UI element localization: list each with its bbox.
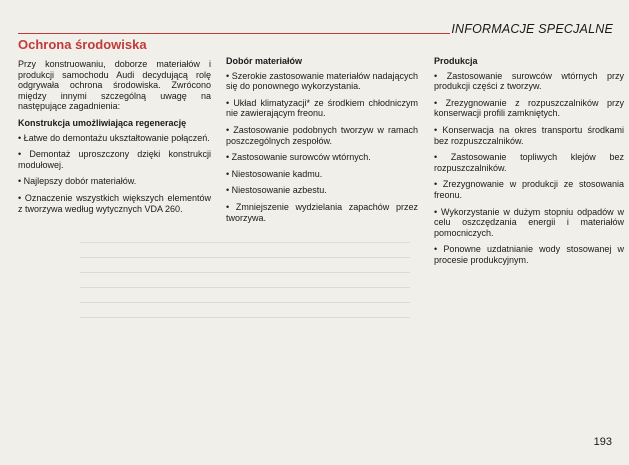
bullet-list (434, 71, 624, 266)
list-item: • Wykorzystanie w dużym stopniu odpadów w celu oszczędzania energii i materiałów pomocniczych. (434, 207, 624, 239)
list-item: • Zastosowanie topliwych klejów bez rozpuszczalników. (434, 152, 624, 173)
header-rule (18, 33, 450, 34)
column-middle (226, 56, 418, 229)
column-right (434, 56, 624, 272)
column-left (18, 59, 211, 220)
list-item: • Demontaż uproszczony dzięki konstrukcji modułowej. (18, 149, 211, 170)
column-heading: Dobór materiałów (226, 56, 303, 66)
column-heading: Konstrukcja umożliwiająca regenerację (18, 117, 187, 128)
list-item: • Niestosowanie kadmu. (226, 169, 418, 180)
list-item: • Zastosowanie surowców wtórnych. (226, 152, 418, 163)
bullet-list (18, 133, 211, 215)
list-item: • Najlepszy dobór materiałów. (18, 176, 211, 187)
column-heading: Produkcja (434, 56, 478, 66)
page-number: 193 (593, 436, 612, 448)
list-item: • Łatwe do demontażu ukształtowanie połączeń. (18, 133, 211, 144)
list-item: • Zmniejszenie wydzielania zapachów przez tworzywa. (226, 202, 418, 223)
bullet-list (226, 71, 418, 224)
list-item: • Konserwacja na okres transportu środkami bez rozpuszczalników. (434, 125, 624, 146)
show-through-table (80, 228, 410, 338)
list-item: • Układ klimatyzacji* ze środkiem chłodniczym nie zawierającym freonu. (226, 98, 418, 119)
list-item: • Zrezygnowanie z rozpuszczalników przy konserwacji profili zamkniętych. (434, 98, 624, 119)
list-item: • Oznaczenie wszystkich większych elementów z tworzywa według wytycznych VDA 260. (18, 193, 211, 214)
list-item: • Zastosowanie podobnych tworzyw w ramach poszczególnych zespołów. (226, 125, 418, 146)
list-item: • Zastosowanie surowców wtórnych przy produkcji części z tworzyw. (434, 71, 624, 92)
list-item: • Ponowne uzdatnianie wody stosowanej w procesie produkcyjnym. (434, 244, 624, 265)
list-item: • Niestosowanie azbestu. (226, 185, 418, 196)
intro-paragraph: Przy konstruowaniu, doborze materiałów i produkcji samochodu Audi decydującą rolę odgrywała ochrona środowiska. Zwrócono między innymi szczególną uwagę na następujące zagadnienia: (18, 59, 211, 112)
header-title: INFORMACJE SPECJALNE (451, 22, 613, 36)
section-title: Ochrona środowiska (18, 37, 147, 52)
list-item: • Zrezygnowanie w produkcji ze stosowania freonu. (434, 179, 624, 200)
list-item: • Szerokie zastosowanie materiałów nadających się do ponownego wykorzystania. (226, 71, 418, 92)
